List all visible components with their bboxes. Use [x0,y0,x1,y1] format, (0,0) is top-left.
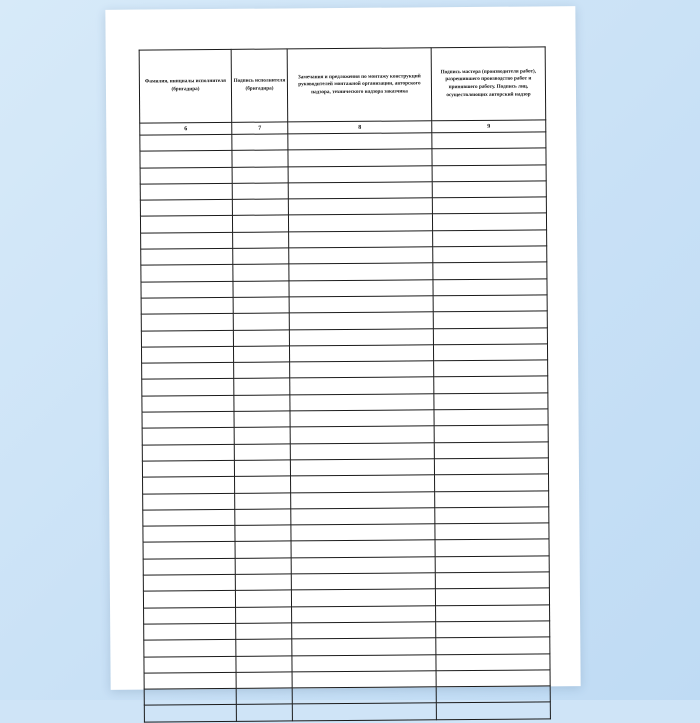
table-cell[interactable] [292,703,436,720]
table-cell[interactable] [144,607,236,624]
table-cell[interactable] [143,509,235,526]
table-cell[interactable] [435,490,549,507]
table-body [140,132,551,722]
table-cell[interactable] [434,376,548,393]
table-cell[interactable] [236,672,292,689]
table-cell[interactable] [232,150,288,167]
table-cell[interactable] [436,686,550,703]
table-cell[interactable] [143,493,235,510]
table-cell[interactable] [140,134,232,151]
table-cell[interactable] [436,670,550,687]
table-cell[interactable] [288,214,432,231]
table-cell[interactable] [290,410,434,427]
table-cell[interactable] [233,297,289,314]
table-cell[interactable] [143,542,235,559]
table-cell[interactable] [433,295,547,312]
table-cell[interactable] [232,199,288,216]
table-cell[interactable] [292,638,436,655]
table-cell[interactable] [436,702,550,719]
table-cell[interactable] [143,525,235,542]
table-cell[interactable] [290,361,434,378]
table-cell[interactable] [144,640,236,657]
table-cell[interactable] [234,411,290,428]
table-header [139,47,546,135]
table-cell[interactable] [433,230,547,247]
table-cell[interactable] [143,574,235,591]
table-cell[interactable] [143,477,235,494]
table-cell[interactable] [433,344,547,361]
table-cell[interactable] [233,264,289,281]
table-cell[interactable] [141,330,233,347]
column-number-8: 8 [288,121,432,134]
table-cell[interactable] [291,475,435,492]
table-cell[interactable] [141,314,233,331]
table-cell[interactable] [233,232,289,249]
table-cell[interactable] [142,411,234,428]
table-cell[interactable] [289,279,433,296]
table-cell[interactable] [432,132,546,149]
table-cell[interactable] [142,395,234,412]
table-cell[interactable] [432,164,546,181]
table-cell[interactable] [290,459,434,476]
column-header-9: Подпись мастера (производителя работ), разрешившего производство работ и принявшего работу. Подпись лиц, осуществляющих авторский надзор [431,47,546,121]
table-cell[interactable] [142,363,234,380]
table-cell[interactable] [141,248,233,265]
table-cell[interactable] [236,639,292,656]
table-cell[interactable] [144,705,236,722]
table-cell[interactable] [435,588,549,605]
table-cell[interactable] [288,165,432,182]
table-cell[interactable] [140,200,232,217]
table-cell[interactable] [233,281,289,298]
table-cell[interactable] [290,442,434,459]
table-cell[interactable] [432,181,546,198]
table-cell[interactable] [433,311,547,328]
table-cell[interactable] [432,148,546,165]
table-cell[interactable] [235,590,291,607]
column-number-6: 6 [140,122,232,135]
table-cell[interactable] [234,395,290,412]
table-cell[interactable] [235,525,291,542]
table-cell[interactable] [289,312,433,329]
table-cell[interactable] [141,346,233,363]
table-cell[interactable] [291,557,435,574]
table-cell[interactable] [436,653,550,670]
table-cell[interactable] [236,704,292,721]
table-cell[interactable] [235,476,291,493]
column-header-6: Фамилия, инициалы исполнителя (бригадира) [139,49,232,123]
table-cell[interactable] [233,313,289,330]
table-cell[interactable] [434,442,548,459]
table-cell[interactable] [288,198,432,215]
column-header-7: Подпись исполнителя (бригадира) [231,49,288,122]
table-cell[interactable] [288,149,432,166]
table-cell[interactable] [235,492,291,509]
table-cell[interactable] [235,541,291,558]
table-cell[interactable] [291,540,435,557]
table-cell[interactable] [143,591,235,608]
table-cell[interactable] [289,328,433,345]
table-cell[interactable] [141,281,233,298]
table-cell[interactable] [144,623,236,640]
table-cell[interactable] [290,426,434,443]
table-cell[interactable] [142,460,234,477]
table-cell[interactable] [432,213,546,230]
table-cell[interactable] [141,232,233,249]
table-cell[interactable] [140,167,232,184]
table-cell[interactable] [291,508,435,525]
table-cell[interactable] [235,509,291,526]
table-cell[interactable] [291,589,435,606]
table-cell[interactable] [142,428,234,445]
table-cell[interactable] [141,265,233,282]
table-cell[interactable] [435,507,549,524]
table-cell[interactable] [290,377,434,394]
table-cell[interactable] [292,687,436,704]
form-table [139,46,551,722]
table-cell[interactable] [232,167,288,184]
table-cell[interactable] [291,573,435,590]
table-cell[interactable] [236,655,292,672]
table-cell[interactable] [141,297,233,314]
table-cell[interactable] [433,279,547,296]
table-cell[interactable] [235,574,291,591]
table-cell[interactable] [436,604,550,621]
table-cell[interactable] [292,622,436,639]
table-cell[interactable] [289,247,433,264]
table-cell[interactable] [292,671,436,688]
table-cell[interactable] [235,558,291,575]
table-cell[interactable] [434,425,548,442]
table-cell[interactable] [232,215,288,232]
table-cell[interactable] [292,605,436,622]
table-cell[interactable] [433,327,547,344]
table-cell[interactable] [433,262,547,279]
table-cell[interactable] [291,491,435,508]
table-cell[interactable] [236,623,292,640]
table-cell[interactable] [142,444,234,461]
table-cell[interactable] [435,556,549,573]
table-cell[interactable] [234,362,290,379]
table-cell[interactable] [142,379,234,396]
table-cell[interactable] [144,656,236,673]
table-cell[interactable] [436,621,550,638]
table-cell[interactable] [432,197,546,214]
table-cell[interactable] [236,688,292,705]
table-cell[interactable] [233,248,289,265]
table-cell[interactable] [236,607,292,624]
form-table-container [139,46,550,722]
table-cell[interactable] [435,523,549,540]
table-cell[interactable] [140,183,232,200]
table-cell[interactable] [144,688,236,705]
column-number-7: 7 [232,122,288,134]
table-cell[interactable] [289,263,433,280]
table-cell[interactable] [434,458,548,475]
table-cell[interactable] [289,231,433,248]
table-cell[interactable] [433,246,547,263]
table-cell[interactable] [234,378,290,395]
table-cell[interactable] [232,183,288,200]
table-cell[interactable] [436,637,550,654]
table-cell[interactable] [435,474,549,491]
table-cell[interactable] [290,394,434,411]
table-cell[interactable] [434,409,548,426]
table-cell[interactable] [288,133,432,150]
table-cell[interactable] [289,296,433,313]
header-row [139,47,546,123]
table-cell[interactable] [234,444,290,461]
table-cell[interactable] [434,393,548,410]
table-cell[interactable] [233,329,289,346]
table-cell[interactable] [435,572,549,589]
table-cell[interactable] [232,134,288,151]
table-cell[interactable] [144,672,236,689]
table-cell[interactable] [234,427,290,444]
table-cell[interactable] [289,345,433,362]
column-number-9: 9 [432,120,546,133]
table-cell[interactable] [234,460,290,477]
table-cell[interactable] [434,360,548,377]
table-cell[interactable] [140,151,232,168]
table-cell[interactable] [143,558,235,575]
table-cell[interactable] [291,524,435,541]
paper-sheet [105,6,580,690]
table-cell[interactable] [435,539,549,556]
table-cell[interactable] [292,654,436,671]
table-row [144,702,550,721]
table-cell[interactable] [140,216,232,233]
table-cell[interactable] [233,346,289,363]
column-header-8: Замечания и предложения по монтажу конструкций руководителей монтажной организации, авторского надзора, технического надзора заказчика [287,48,432,122]
table-cell[interactable] [288,182,432,199]
